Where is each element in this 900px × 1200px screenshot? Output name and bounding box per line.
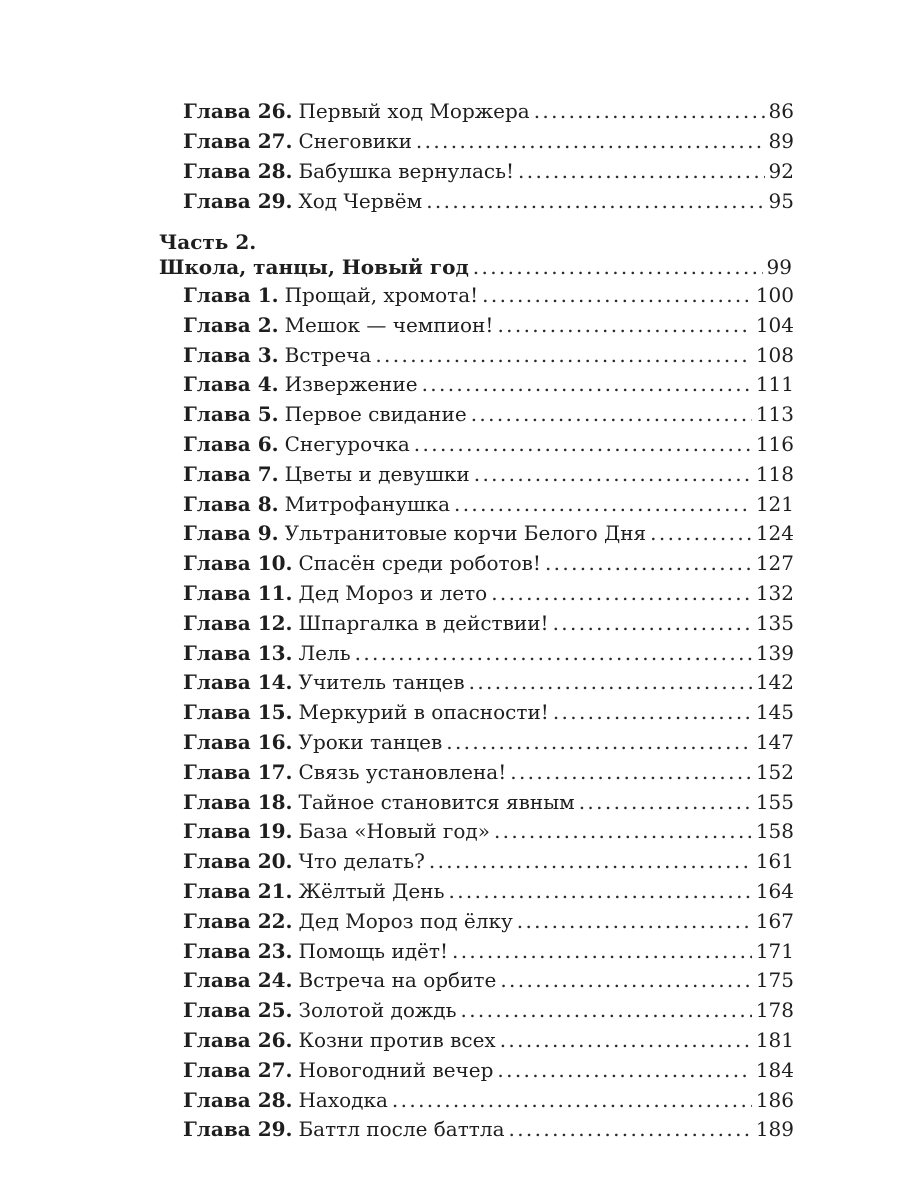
page-number: 118 xyxy=(755,461,794,486)
toc-entry[interactable] xyxy=(183,460,794,488)
dot-leader xyxy=(471,400,752,428)
page-number: 89 xyxy=(768,129,794,153)
chapter-number: Глава 23. xyxy=(183,938,293,963)
chapter-title: Прощай, хромота! xyxy=(284,283,479,307)
page-number: 164 xyxy=(755,879,794,903)
chapter-title: Учитель танцев xyxy=(298,670,465,695)
chapter-title: Жёлтый День xyxy=(298,879,445,903)
page-number: 135 xyxy=(755,610,794,635)
dot-leader xyxy=(426,187,764,215)
page-number: 145 xyxy=(755,700,794,725)
toc-entry[interactable] xyxy=(183,97,794,125)
chapter-number: Глава 2. xyxy=(183,312,279,337)
dot-leader xyxy=(460,996,751,1024)
dot-leader xyxy=(446,728,752,756)
page-number: 121 xyxy=(755,491,794,516)
chapter-number: Глава 11. xyxy=(183,581,293,605)
chapter-number: Глава 15. xyxy=(183,700,293,725)
toc-entry[interactable] xyxy=(183,490,794,518)
dot-leader xyxy=(517,907,752,935)
dot-leader xyxy=(497,1056,751,1084)
chapter-title: Первое свидание xyxy=(284,402,467,427)
chapter-title: Бабушка вернулась! xyxy=(298,159,515,183)
chapter-number: Глава 3. xyxy=(183,342,279,367)
dot-leader xyxy=(422,370,752,398)
toc-entry[interactable] xyxy=(183,157,794,185)
chapter-number: Глава 12. xyxy=(183,610,293,635)
chapter-title: Встреча xyxy=(284,342,372,367)
toc-entry[interactable] xyxy=(183,758,794,786)
page-number: 104 xyxy=(755,312,794,337)
chapter-number: Глава 28. xyxy=(183,159,293,183)
toc-entry[interactable] xyxy=(183,549,794,577)
chapter-title: Связь установлена! xyxy=(298,759,507,784)
chapter-number: Глава 24. xyxy=(183,968,293,993)
chapter-title: Ультранитовые корчи Белого Дня xyxy=(284,521,647,546)
chapter-title: Что делать? xyxy=(298,849,425,874)
chapter-title: Первый ход Моржера xyxy=(298,99,530,123)
toc-entry[interactable] xyxy=(183,1086,794,1114)
chapter-number: Глава 10. xyxy=(183,551,293,576)
toc-entry[interactable] xyxy=(183,966,794,994)
dot-leader xyxy=(454,490,752,518)
page-number: 152 xyxy=(755,759,794,784)
page-number: 116 xyxy=(755,432,794,456)
dot-leader xyxy=(473,253,763,281)
toc-entry[interactable] xyxy=(183,877,794,905)
page-number: 95 xyxy=(768,189,794,213)
part2-page-number: 99 xyxy=(766,255,792,279)
chapter-title: Мешок — чемпион! xyxy=(284,312,494,337)
page-number: 100 xyxy=(755,283,794,307)
chapter-title: Встреча на орбите xyxy=(298,968,497,993)
chapter-number: Глава 1. xyxy=(183,283,279,307)
chapter-number: Глава 13. xyxy=(183,640,293,665)
chapter-number: Глава 18. xyxy=(183,789,293,814)
dot-leader xyxy=(448,877,751,905)
page-number: 184 xyxy=(755,1057,794,1082)
toc-entry[interactable] xyxy=(183,817,794,845)
chapter-title: Помощь идёт! xyxy=(298,938,448,963)
chapter-number: Глава 6. xyxy=(183,432,279,456)
page-number: 161 xyxy=(755,849,794,874)
toc-entry[interactable] xyxy=(183,187,794,215)
dot-leader xyxy=(553,698,752,726)
chapter-number: Глава 22. xyxy=(183,908,293,933)
page-number: 132 xyxy=(755,581,794,605)
toc-entry[interactable] xyxy=(183,639,794,667)
page-number: 178 xyxy=(755,998,794,1023)
chapter-number: Глава 29. xyxy=(183,189,293,213)
toc-entry[interactable] xyxy=(183,370,794,398)
dot-leader xyxy=(579,788,752,816)
toc-entry[interactable] xyxy=(183,341,794,369)
page-number: 147 xyxy=(755,730,794,754)
chapter-title: База «Новый год» xyxy=(298,819,490,844)
toc-entry[interactable] xyxy=(183,788,794,816)
toc-entry[interactable] xyxy=(183,519,794,547)
dot-leader xyxy=(392,1086,752,1114)
page-number: 155 xyxy=(755,789,794,814)
toc-entry[interactable] xyxy=(183,996,794,1024)
chapter-number: Глава 14. xyxy=(183,670,293,695)
toc-entry[interactable] xyxy=(183,1056,794,1084)
chapter-title: Шпаргалка в действии! xyxy=(298,610,549,635)
chapter-number: Глава 20. xyxy=(183,849,293,874)
chapter-title: Меркурий в опасности! xyxy=(298,700,549,725)
page-number: 108 xyxy=(755,342,794,367)
chapter-title: Уроки танцев xyxy=(298,730,443,754)
chapter-number: Глава 21. xyxy=(183,879,293,903)
toc-entry[interactable] xyxy=(183,430,794,458)
toc-entry[interactable] xyxy=(183,400,794,428)
page-number: 158 xyxy=(755,819,794,844)
part2-label: Часть 2. xyxy=(159,230,257,254)
chapter-title: Спасён среди роботов! xyxy=(298,551,541,576)
part2-title: Школа, танцы, Новый год xyxy=(159,255,469,279)
chapter-number: Глава 7. xyxy=(183,461,279,486)
chapter-title: Золотой дождь xyxy=(298,998,457,1023)
page-number: 124 xyxy=(755,521,794,546)
dot-leader xyxy=(429,847,752,875)
chapter-title: Извержение xyxy=(284,372,418,397)
dot-leader xyxy=(491,579,752,607)
chapter-title: Снеговики xyxy=(298,129,412,153)
chapter-number: Глава 4. xyxy=(183,372,279,397)
toc-entry[interactable] xyxy=(183,698,794,726)
chapter-title: Цветы и девушки xyxy=(284,461,470,486)
toc-entry[interactable] xyxy=(183,579,794,607)
dot-leader xyxy=(469,668,752,696)
dot-leader xyxy=(500,1026,752,1054)
chapter-number: Глава 5. xyxy=(183,402,279,427)
toc-entry[interactable] xyxy=(183,668,794,696)
page-number: 171 xyxy=(755,938,794,963)
chapter-number: Глава 19. xyxy=(183,819,293,844)
dot-leader xyxy=(414,430,752,458)
dot-leader xyxy=(650,519,752,547)
page-number: 181 xyxy=(755,1028,794,1052)
chapter-number: Глава 25. xyxy=(183,998,293,1023)
toc-entry[interactable] xyxy=(183,281,794,309)
chapter-title: Тайное становится явным xyxy=(298,789,575,814)
chapter-number: Глава 28. xyxy=(183,1087,293,1112)
chapter-number: Глава 27. xyxy=(183,1057,293,1082)
chapter-title: Козни против всех xyxy=(298,1028,496,1052)
toc-entry[interactable] xyxy=(183,728,794,756)
chapter-title: Ход Червём xyxy=(298,189,423,213)
chapter-title: Новогодний вечер xyxy=(298,1057,494,1082)
page-number: 86 xyxy=(768,99,794,123)
dot-leader xyxy=(375,341,751,369)
page-number: 167 xyxy=(755,908,794,933)
dot-leader xyxy=(510,758,752,786)
page-number: 189 xyxy=(755,1117,794,1142)
dot-leader xyxy=(553,609,752,637)
toc-entry[interactable] xyxy=(183,1115,794,1143)
page-number: 139 xyxy=(755,640,794,665)
chapter-title: Баттл после баттла xyxy=(298,1117,505,1142)
page-number: 175 xyxy=(755,968,794,993)
dot-leader xyxy=(416,127,765,155)
toc-entry[interactable] xyxy=(183,847,794,875)
chapter-title: Дед Мороз и лето xyxy=(298,581,488,605)
page-number: 186 xyxy=(755,1087,794,1112)
dot-leader xyxy=(497,311,751,339)
dot-leader xyxy=(534,97,765,125)
chapter-title: Митрофанушка xyxy=(284,491,450,516)
dot-leader xyxy=(509,1115,752,1143)
page-number: 113 xyxy=(755,402,794,427)
part2-heading-entry[interactable] xyxy=(159,253,792,281)
dot-leader xyxy=(355,639,752,667)
dot-leader xyxy=(500,966,751,994)
page-number: 92 xyxy=(768,159,794,183)
dot-leader xyxy=(518,157,765,185)
chapter-title: Дед Мороз под ёлку xyxy=(298,908,513,933)
toc-entry[interactable] xyxy=(183,1026,794,1054)
dot-leader xyxy=(545,549,752,577)
page-number: 111 xyxy=(755,372,794,397)
chapter-number: Глава 29. xyxy=(183,1117,293,1142)
chapter-title: Находка xyxy=(298,1087,388,1112)
chapter-number: Глава 26. xyxy=(183,1028,293,1052)
toc-entry[interactable] xyxy=(183,609,794,637)
toc-entry[interactable] xyxy=(183,311,794,339)
dot-leader xyxy=(494,817,752,845)
chapter-number: Глава 9. xyxy=(183,521,279,546)
chapter-title: Лель xyxy=(298,640,351,665)
chapter-number: Глава 17. xyxy=(183,759,293,784)
dot-leader xyxy=(482,281,752,309)
dot-leader xyxy=(452,937,752,965)
chapter-number: Глава 26. xyxy=(183,99,293,123)
dot-leader xyxy=(474,460,752,488)
chapter-number: Глава 16. xyxy=(183,730,293,754)
toc-entry[interactable] xyxy=(183,937,794,965)
chapter-title: Снегурочка xyxy=(284,432,410,456)
toc-entry[interactable] xyxy=(183,127,794,155)
chapter-number: Глава 27. xyxy=(183,129,293,153)
toc-entry[interactable] xyxy=(183,907,794,935)
page-number: 142 xyxy=(755,670,794,695)
chapter-number: Глава 8. xyxy=(183,491,279,516)
page-number: 127 xyxy=(755,551,794,576)
